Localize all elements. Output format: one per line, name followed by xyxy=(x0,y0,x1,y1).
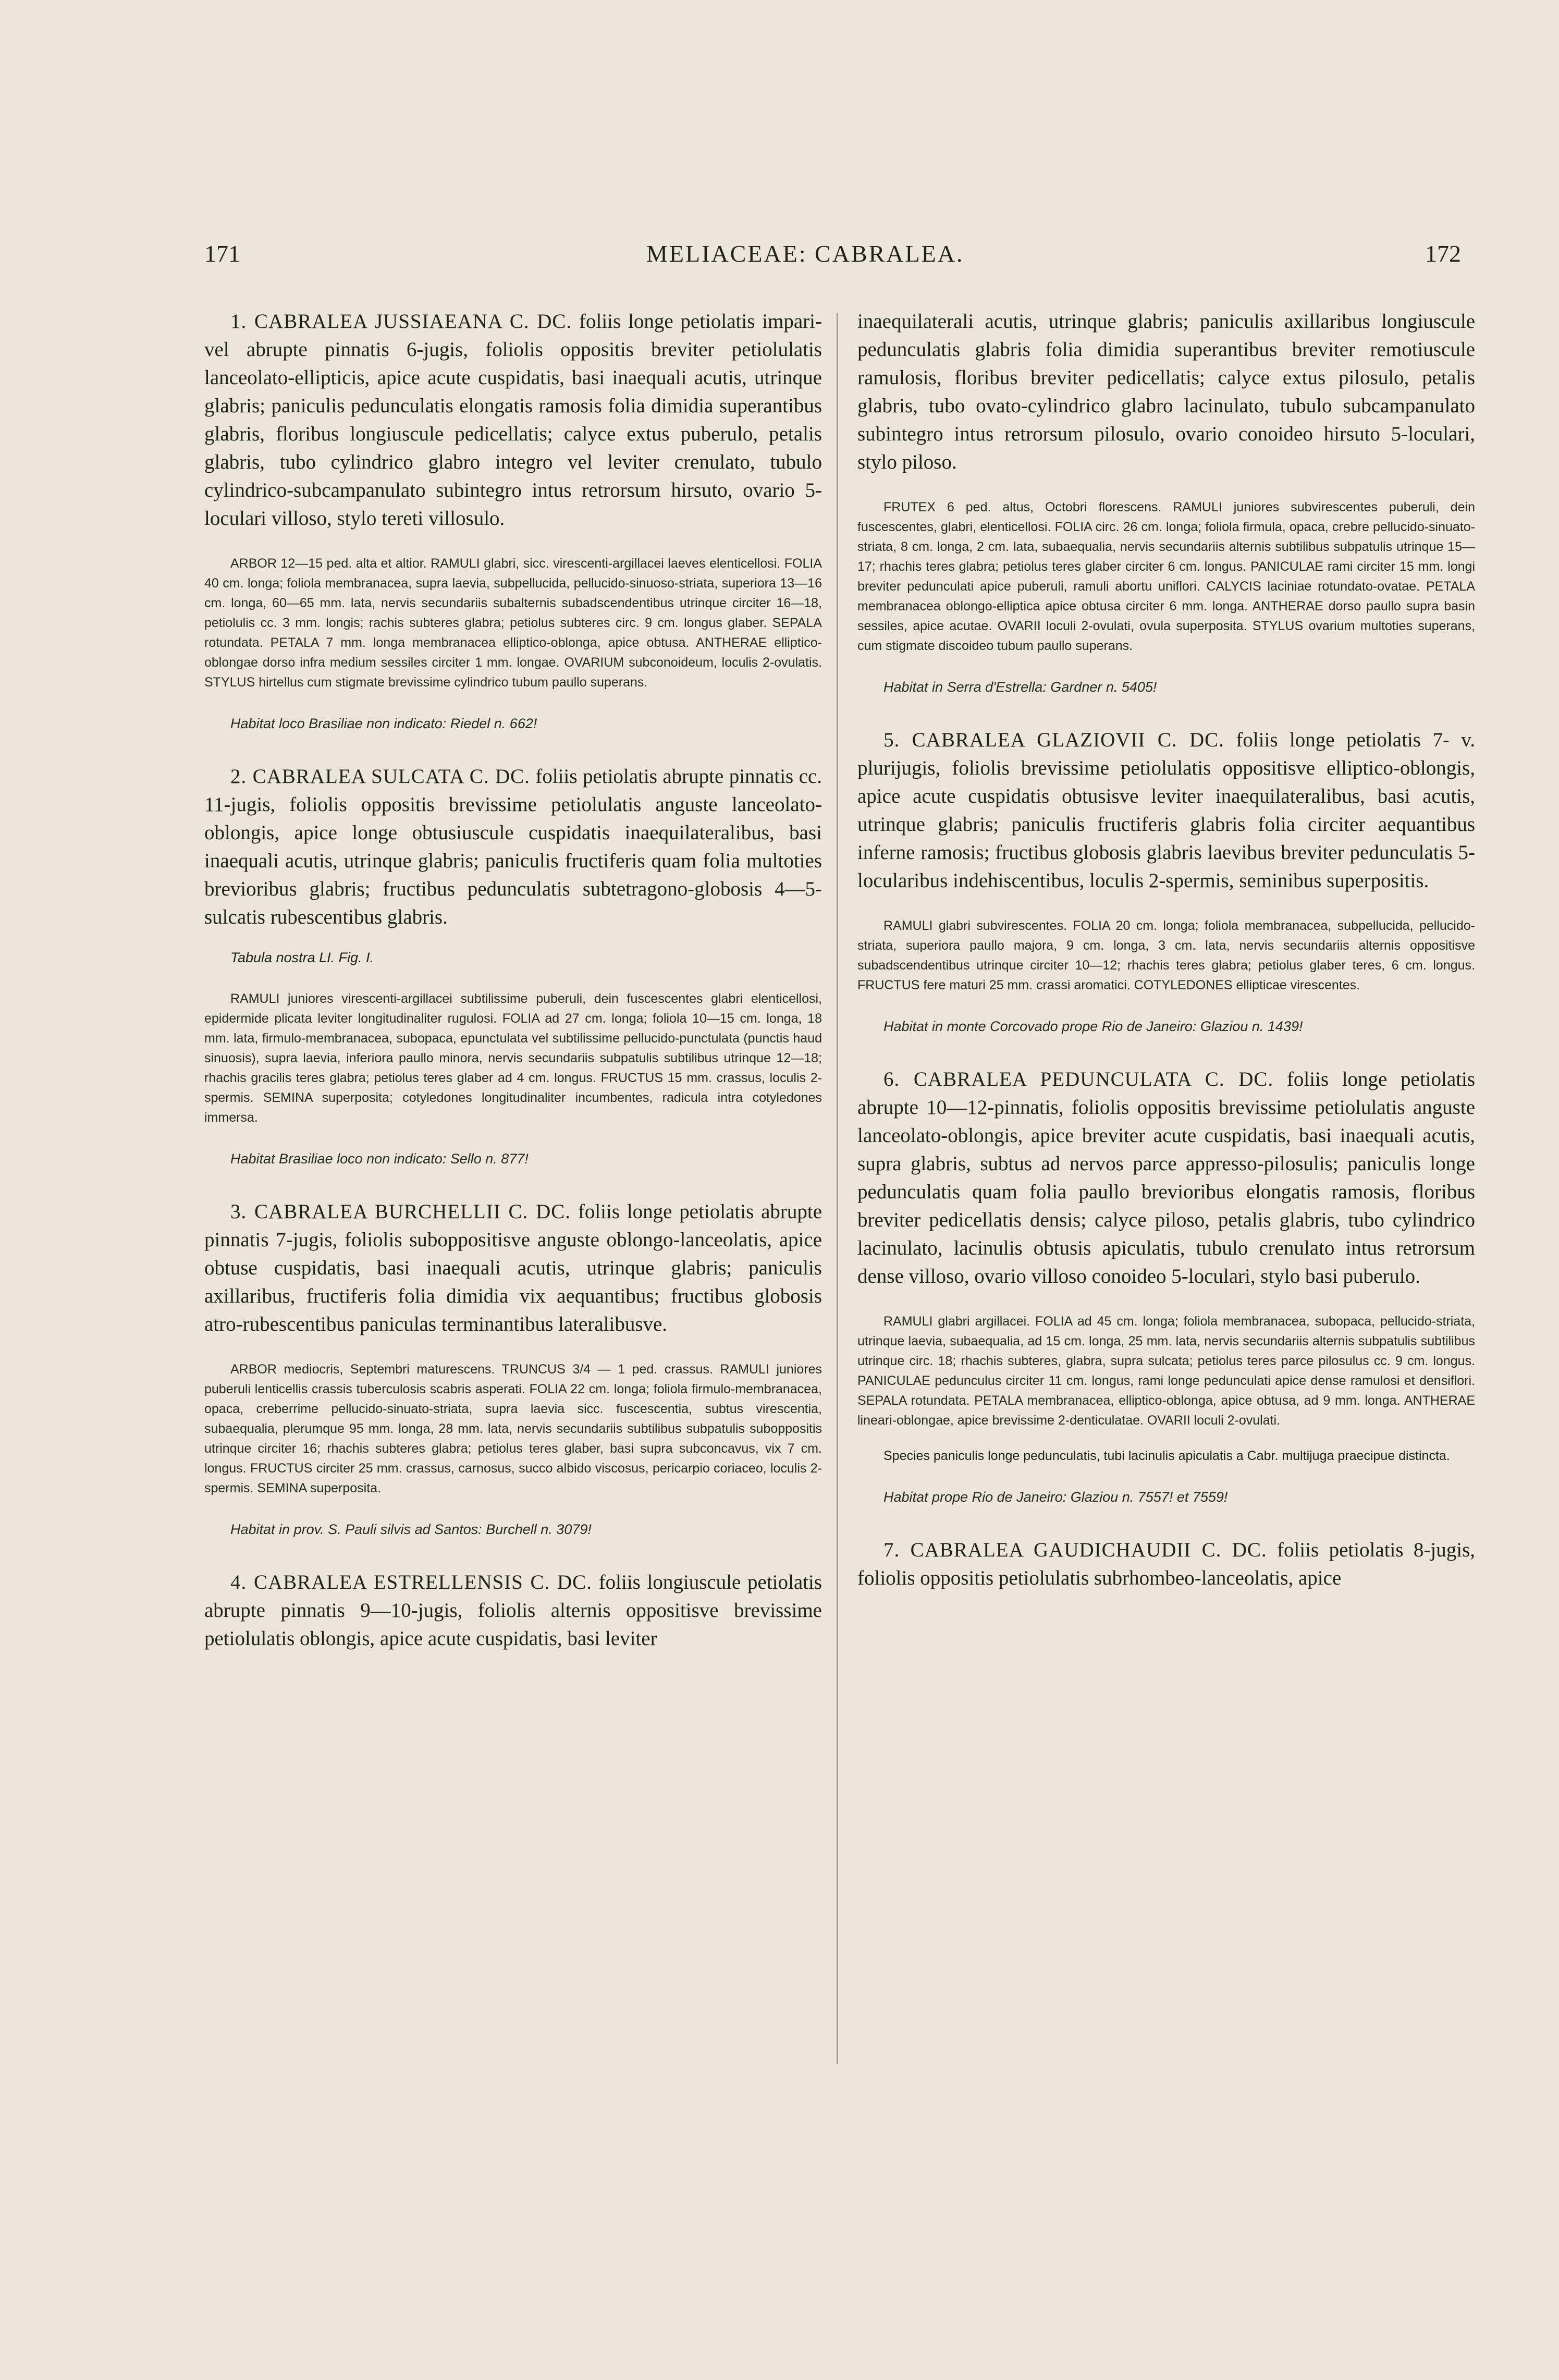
species-diagnosis-paragraph xyxy=(204,763,822,931)
species-diagnosis: foliis petiolatis abrupte pinnatis cc. 11-jugis, foliolis oppositis brevissime petiolulatis anguste lanceolato-oblongis, apice longe obtusiuscule cuspidatis inaequilateralibus, basi inaequali acutis, utrinque glabris; paniculis fructiferis quam folia multoties brevioribus glabris; fructibus pedunculatis subtetragono-globosis 4—5-sulcatis rubescentibus glabris. xyxy=(204,765,823,928)
species-name: 1. CABRALEA JUSSIAEANA C. DC. xyxy=(230,310,572,333)
species-habitat: Habitat Brasiliae loco non indicato: Sello n. 877! xyxy=(230,1151,529,1167)
species-diagnosis-paragraph xyxy=(857,726,1475,895)
species-diagnosis-continued: inaequilaterali acutis, utrinque glabris; paniculis axillaribus longiuscule pedunculatis glabris folia dimidia superantibus breviter remotiuscule ramulosis, floribus breviter pedicellatis; calyce extus pilosulo, petalis glabris, tubo ovato-cylindrico glabro lacinulato, tubulo subcampanulato subintegro intus retrorsum pilosulo, ovario conoideo hirsuto 5-loculari, stylo piloso. xyxy=(857,310,1475,473)
plate-reference: Tabula nostra LI. Fig. I. xyxy=(230,950,374,965)
species-entry xyxy=(204,308,822,734)
species-description: RAMULI glabri argillacei. FOLIA ad 45 cm. longa; foliola membranacea, subopaca, pellucido-striata, utrinque laevia, subaequalia, ad 15 cm. longa, 25 mm. lata, nervis secundariis alternis subpatulis subtilibus utrinque circ. 18; rhachis subteres, glabra, supra sulcata; petiolus teres parce pilosulus cc. 9 cm. longus. PANICULAE pedunculus circiter 11 cm. longus, rami longe pedunculati apice dense ramulosi et densiflori. SEPALA rotundata. PETALA membranacea, elliptico-oblonga, apice obtusa, ad 9 mm. longa. ANTHERAE lineari-oblongae, apice brevissime 2-denticulatae. OVARII loculi 2-ovulati. xyxy=(857,1314,1475,1428)
species-entry xyxy=(204,1568,822,1653)
species-diagnosis: foliis longe petiolatis impari- vel abrupte pinnatis 6-jugis, foliolis oppositis breviter petiolulatis lanceolato-ellipticis, apice acute cuspidatis, basi inaequali acutis, utrinque glabris; paniculis pedunculatis elongatis ramosis folia dimidia superantibus glabris, floribus longiuscule pedicellatis; calyce extus puberulo, petalis glabris, tubo cylindrico glabro integro vel leviter crenulato, tubulo cylindrico-subcampanulato subintegro intus retrorsum hirsuto, ovario 5-loculari villoso, stylo tereti villosulo. xyxy=(204,310,822,530)
column-divider xyxy=(837,313,838,2064)
species-habitat: Habitat in Serra d'Estrella: Gardner n. 5405! xyxy=(883,679,1157,695)
species-diagnosis-paragraph xyxy=(204,308,822,533)
species-diagnosis-paragraph xyxy=(857,1065,1475,1291)
species-name: 2. CABRALEA SULCATA C. DC. xyxy=(230,765,530,788)
species-habitat: Habitat in prov. S. Pauli silvis ad Santos: Burchell n. 3079! xyxy=(230,1522,592,1537)
species-description: RAMULI glabri subvirescentes. FOLIA 20 cm. longa; foliola membranacea, subpellucida, pellucido-striata, superiora paullo majora, 9 cm. longa, 3 cm. lata, nervis secundariis alternis oppositisve subadscendentibus utrinque circiter 10—12; rhachis teres glabra; petiolus glaber teres, 6 cm. longus. FRUCTUS fere maturi 25 mm. crassi aromatici. COTYLEDONES ellipticae virescentes. xyxy=(857,918,1475,992)
species-name: 3. CABRALEA BURCHELLII C. DC. xyxy=(230,1200,571,1223)
species-diagnosis: foliis longe petiolatis abrupte pinnatis 7-jugis, foliolis suboppositisve anguste oblongo-lanceolatis, apice obtuse cuspidatis, basi inaequali acutis, utrinque glabris; paniculis axillaribus, fructiferis folia dimidia vix aequantibus; fructibus globosis atro-rubescentibus paniculas terminantibus lateralibusve. xyxy=(204,1200,823,1335)
page-number-right: 172 xyxy=(1425,240,1461,267)
species-description: ARBOR mediocris, Septembri maturescens. TRUNCUS 3/4 — 1 ped. crassus. RAMULI juniores puberuli lenticellis crassis tuberculosis scabris asperati. FOLIA 22 cm. longa; foliola firmulo-membranacea, opaca, creberrime pellucido-sinuato-striata, supra laevia sicc. fuscescentia, subtus virescentia, subaequalia, plerumque 95 mm. longa, 28 mm. lata, nervis secundariis subtilibus subpatulis suboppositis utrinque circiter 16; rhachis subteres glabra; petiolus teres glaber, basi supra subconcavus, vix 7 cm. longus. FRUCTUS circiter 25 mm. crassus, carnosus, succo albido viscosus, pericarpio coriaceo, loculis 2-spermis. SEMINA superposita. xyxy=(204,1362,822,1495)
right-column xyxy=(857,308,1475,1621)
species-name: 4. CABRALEA ESTRELLENSIS C. DC. xyxy=(230,1571,592,1593)
species-entry xyxy=(857,1536,1475,1592)
species-diagnosis: foliis longe petiolatis abrupte 10—12-pinnatis, foliolis oppositis brevissime petiolulatis anguste lanceolato-oblongis, apice breviter acute cuspidatis, basi inaequali acutis, supra glabris, subtus ad nervos parce appresso-pilosulis; paniculis longe pedunculatis quam folia paullo brevioribus elongatis ramosis, floribus breviter pedicellatis densis; calyce piloso, petalis glabris, tubo cylindrico lacinulato, lacinulis obtusis apiculatis, tubulo crenulato intus retrorsum dense villoso, ovario villoso conoideo 5-loculari, stylo basi puberulo. xyxy=(857,1068,1476,1287)
species-entry xyxy=(204,763,822,1169)
page-header xyxy=(0,240,1559,281)
species-entry xyxy=(204,1198,822,1540)
species-habitat: Habitat in monte Corcovado prope Rio de Janeiro: Glaziou n. 1439! xyxy=(883,1019,1303,1034)
species-entry xyxy=(857,1065,1475,1507)
species-habitat: Habitat loco Brasiliae non indicato: Riedel n. 662! xyxy=(230,716,537,731)
species-entry xyxy=(857,726,1475,1037)
species-diagnosis-paragraph xyxy=(857,1536,1475,1592)
species-diagnosis: foliis petiolatis 8-jugis, foliolis oppositis petiolulatis subrhombeo-lanceolatis, apice xyxy=(857,1539,1475,1589)
species-diagnosis-paragraph xyxy=(204,1568,822,1653)
page-number-left: 171 xyxy=(204,240,240,267)
species-diagnosis: foliis longiuscule petiolatis abrupte pinnatis 9—10-jugis, foliolis alternis oppositisve brevissime petiolulatis oblongis, apice acute cuspidatis, basi leviter xyxy=(204,1571,823,1650)
species-name: 6. CABRALEA PEDUNCULATA C. DC. xyxy=(883,1068,1274,1090)
species-diagnosis-paragraph xyxy=(204,1198,822,1339)
species-description: RAMULI juniores virescenti-argillacei subtilissime puberuli, dein fuscescentes glabri elenticellosi, epidermide plicata leviter longitudinaliter rugulosi. FOLIA ad 27 cm. longa; foliola 10—15 cm. longa, 18 mm. lata, firmulo-membranacea, subopaca, epunctulata vel subtilissime pellucido-punctulata (punctis haud sinuosis), supra laevia, inferiora paullo minora, nervis secundariis subpatulis subtilibus utrinque 12—18; rhachis gracilis teres glabra; petiolus teres glaber ad 4 cm. longus. FRUCTUS 15 mm. crassus, loculis 2-spermis. SEMINA superposita; cotyledones longitudinaliter incumbentes, radicula intra cotyledones immersa. xyxy=(204,991,822,1125)
left-column xyxy=(204,308,822,1682)
running-title: MELIACEAE: CABRALEA. xyxy=(646,240,964,267)
species-note: Species paniculis longe pedunculatis, tubi lacinulis apiculatis a Cabr. multijuga praecipue distincta. xyxy=(883,1449,1450,1463)
species-name: 5. CABRALEA GLAZIOVII C. DC. xyxy=(883,729,1224,751)
species-habitat: Habitat prope Rio de Janeiro: Glaziou n. 7557! et 7559! xyxy=(883,1489,1228,1505)
species-description: FRUTEX 6 ped. altus, Octobri florescens. RAMULI juniores subvirescentes puberuli, dein fuscescentes, glabri, elenticellosi. FOLIA circ. 26 cm. longa; foliola firmula, opaca, crebre pellucido-sinuato-striata, 8 cm. longa, 2 cm. lata, subaequalia, nervis secundariis alternis subtilibus subpatulis utrinque 15—17; rhachis teres glabra; petiolus teres glaber circiter 6 cm. longus. PANICULAE rami circiter 15 mm. longi breviter pedunculati apice puberuli, ramuli abortu uniflori. CALYCIS laciniae rotundato-ovatae. PETALA membranacea oblongo-elliptica apice obtusa circiter 6 mm. longa. ANTHERAE dorso paullo supra basin sessiles, apice acutae. OVARII loculi 2-ovulati, ovula superposita. STYLUS ovarium multoties superans, cum stigmate discoideo tubum paullo superans. xyxy=(857,500,1475,653)
species-name: 7. CABRALEA GAUDICHAUDII C. DC. xyxy=(883,1539,1267,1561)
species-description: ARBOR 12—15 ped. alta et altior. RAMULI glabri, sicc. virescenti-argillacei laeves elenticellosi. FOLIA 40 cm. longa; foliola membranacea, supra laevia, subpellucida, pellucido-sinuoso-striata, superiora 13—16 cm. longa, 60—65 mm. lata, nervis secundariis subalternis subadscendentibus utrinque circiter 16—18, petiolulis cc. 3 mm. longis; rachis subteres glabra; petiolus subteres circ. 9 cm. longus glaber. SEPALA rotundata. PETALA 7 mm. longa membranacea elliptico-oblonga, apice obtusa. ANTHERAE elliptico-oblongae dorso infra medium sessiles circiter 1 mm. longae. OVARIUM subconoideum, loculis 2-ovulatis. STYLUS hirtellus cum stigmate brevissime cylindrico tubum paullo superans. xyxy=(204,556,822,690)
species-diagnosis: foliis longe petiolatis 7- v. plurijugis, foliolis brevissime petiolulatis oppositisve elliptico-oblongis, apice acute cuspidatis obtusisve leviter inaequilateralibus, basi acutis, utrinque glabris; paniculis fructiferis glabris folia circiter aequantibus inferne ramosis; fructibus globosis glabris laevibus breviter pedunculatis 5-locularibus indehiscentibus, loculis 2-spermis, seminibus superpositis. xyxy=(857,729,1475,892)
species-entry-continued xyxy=(857,308,1475,697)
